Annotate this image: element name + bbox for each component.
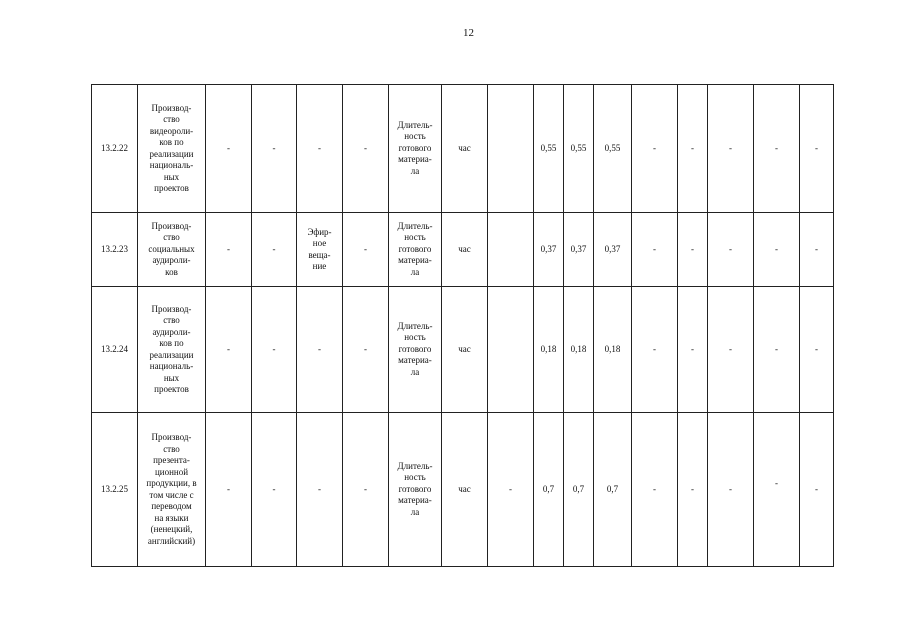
col-9-cell: - [488, 413, 534, 567]
col-16-cell: - [754, 85, 800, 213]
row-name: Производ- ство аудироли- ков по реализации националь- ных проектов [138, 287, 206, 413]
measure-cell: Длитель- ность готового материа- ла [389, 213, 442, 287]
col-16-cell [754, 413, 800, 567]
col-16-cell: - [754, 213, 800, 287]
unit-cell: час [442, 287, 488, 413]
table-row [92, 85, 834, 213]
row-name: Производ- ство видеороли- ков по реализации националь- ных проектов [138, 85, 206, 213]
measure-cell: Длитель- ность готового материа- ла [389, 413, 442, 567]
value-3-cell: 0,18 [594, 287, 632, 413]
page-number: 12 [463, 27, 474, 39]
col-9-cell [488, 287, 534, 413]
col-13-cell: - [632, 287, 678, 413]
col-9-cell [488, 213, 534, 287]
row-name: Производ- ство презента- ционной продукции, в том числе с переводом на языки (ненецкий, английский) [138, 413, 206, 567]
col-17-cell: - [800, 85, 834, 213]
col-5-cell: - [297, 85, 343, 213]
row-code: 13.2.23 [92, 213, 138, 287]
table-row [92, 413, 834, 567]
table-row [92, 287, 834, 413]
value-1-cell: 0,18 [534, 287, 564, 413]
unit-cell: час [442, 85, 488, 213]
col-4-cell: - [252, 85, 297, 213]
col-14-cell: - [678, 85, 708, 213]
value-2-cell: 0,7 [564, 413, 594, 567]
col-3-cell: - [206, 287, 252, 413]
col-15-cell: - [708, 287, 754, 413]
col-3-cell: - [206, 213, 252, 287]
col-6-cell: - [343, 85, 389, 213]
col-15-cell: - [708, 85, 754, 213]
col-4-cell: - [252, 287, 297, 413]
col-6-cell: - [343, 213, 389, 287]
col-9-cell [488, 85, 534, 213]
row-code: 13.2.24 [92, 287, 138, 413]
value-3-cell: 0,55 [594, 85, 632, 213]
col-4-cell: - [252, 413, 297, 567]
value-2-cell: 0,37 [564, 213, 594, 287]
unit-cell: час [442, 213, 488, 287]
value-1-cell: 0,55 [534, 85, 564, 213]
col-13-cell: - [632, 213, 678, 287]
col-14-cell: - [678, 413, 708, 567]
col-14-cell: - [678, 213, 708, 287]
data-table [91, 84, 834, 567]
col-3-cell: - [206, 413, 252, 567]
col-13-cell: - [632, 85, 678, 213]
col-15-cell: - [708, 213, 754, 287]
col-6-cell: - [343, 413, 389, 567]
value-2-cell: 0,55 [564, 85, 594, 213]
col-15-cell: - [708, 413, 754, 567]
value-2-cell: 0,18 [564, 287, 594, 413]
col-3-cell: - [206, 85, 252, 213]
value-3-cell: 0,37 [594, 213, 632, 287]
measure-cell: Длитель- ность готового материа- ла [389, 287, 442, 413]
table-row [92, 213, 834, 287]
unit-cell: час [442, 413, 488, 567]
col-4-cell: - [252, 213, 297, 287]
col-13-cell: - [632, 413, 678, 567]
col-5-cell: - [297, 413, 343, 567]
row-code: 13.2.25 [92, 413, 138, 567]
raised-dash: - [775, 477, 778, 488]
value-1-cell: 0,7 [534, 413, 564, 567]
col-17-cell: - [800, 413, 834, 567]
col-5-cell: Эфир- ное веща- ние [297, 213, 343, 287]
col-16-cell: - [754, 287, 800, 413]
row-name: Производ- ство социальных аудироли- ков [138, 213, 206, 287]
col-17-cell: - [800, 213, 834, 287]
value-1-cell: 0,37 [534, 213, 564, 287]
col-5-cell: - [297, 287, 343, 413]
col-6-cell: - [343, 287, 389, 413]
value-3-cell: 0,7 [594, 413, 632, 567]
col-14-cell: - [678, 287, 708, 413]
measure-cell: Длитель- ность готового материа- ла [389, 85, 442, 213]
col-17-cell: - [800, 287, 834, 413]
row-code: 13.2.22 [92, 85, 138, 213]
